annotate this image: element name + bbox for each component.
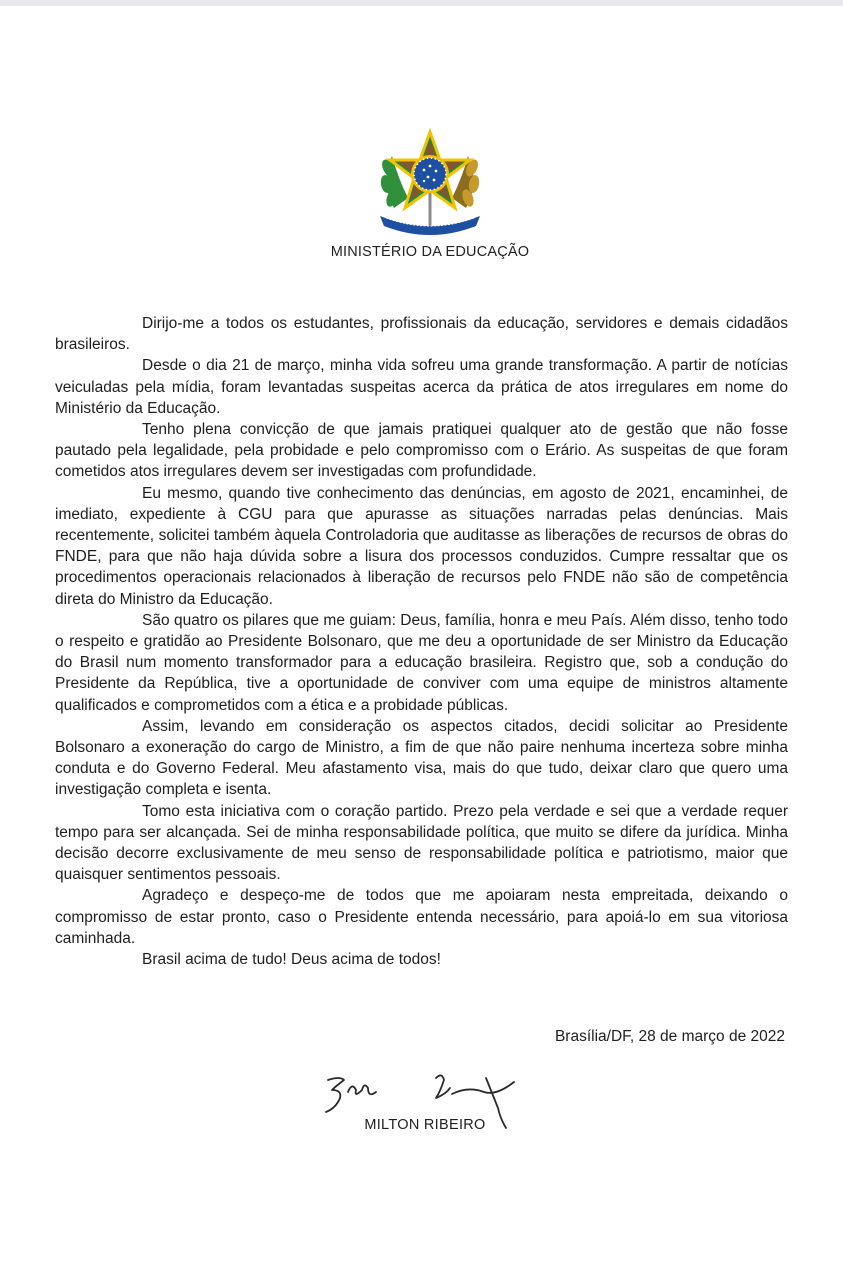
- paragraph-transformation: Desde o dia 21 de março, minha vida sofreu uma grande transformação. A partir de notícias veiculadas pela mídia, foram levantadas suspeitas acerca da prática de atos irregulares em nome do Ministério da Educação.: [55, 357, 788, 417]
- paragraph-resignation: Assim, levando em consideração os aspectos citados, decidi solicitar ao Presidente Bolsonaro a exoneração do cargo de Ministro, a fim de que não paire nenhuma incerteza sobre minha conduta e do Governo Federal. Meu afastamento visa, mais do que tudo, deixar claro que quero uma investigação completa e isenta.: [55, 717, 788, 799]
- signer-name: MILTON RIBEIRO: [364, 1117, 486, 1133]
- paragraph-cgu: Eu mesmo, quando tive conhecimento das denúncias, em agosto de 2021, encaminhei, de imediato, expediente à CGU para que apurasse as situações narradas pelas denúncias. Mais recentemente, solicitei também àquela Controladoria que auditasse as liberações de recursos de obras do FNDE, para que não haja dúvida sobre a lisura dos processos conduzidos. Cumpre ressaltar que os procedimentos operacionais relacionados à liberação de recursos pelo FNDE não são de competência direta do Ministro da Educação.: [55, 484, 788, 608]
- paragraph-responsibility: Tomo esta iniciativa com o coração partido. Prezo pela verdade e sei que a verdade requer tempo para ser alcançada. Sei de minha responsabilidade política, que muito se difere da jurídica. Minha decisão decorre exclusivamente de meu senso de responsabilidade política e patriotismo, maior que quaisquer sentimentos pessoais.: [55, 802, 788, 884]
- top-edge-strip: [0, 0, 843, 6]
- ministry-heading: MINISTÉRIO DA EDUCAÇÃO: [330, 244, 530, 260]
- paragraph-farewell: Agradeço e despeço-me de todos que me apoiaram nesta empreitada, deixando o compromisso de estar pronto, caso o Presidente entenda necessário, para apoiá-lo em sua vitoriosa caminhada.: [55, 887, 788, 947]
- closing-motto: Brasil acima de tudo! Deus acima de todos!: [142, 951, 441, 969]
- paragraph-conviction: Tenho plena convicção de que jamais pratiquei qualquer ato de gestão que não fosse pautado pela legalidade, pela probidade e pelo compromisso com o Erário. As suspeitas de que foram cometidos atos irregulares devem ser investigadas com profundidade.: [55, 421, 788, 481]
- letter-body: [55, 313, 788, 970]
- paragraph-greeting: Dirijo-me a todos os estudantes, profissionais da educação, servidores e demais cidadãos brasileiros.: [55, 315, 788, 354]
- date-line: Brasília/DF, 28 de março de 2022: [554, 1028, 785, 1045]
- paragraph-pillars: São quatro os pilares que me guiam: Deus, família, honra e meu País. Além disso, tenho todo o respeito e gratidão ao Presidente Bolsonaro, que me deu a oportunidade de ser Ministro da Educação do Brasil num momento transformador para a educação brasileira. Registro que, sob a condução do Presidente da República, tive a oportunidade de conviver com uma equipe de ministros altamente qualificados e comprometidos com a ética e a probidade públicas.: [55, 611, 788, 714]
- brazil-coat-of-arms-icon: [372, 128, 488, 240]
